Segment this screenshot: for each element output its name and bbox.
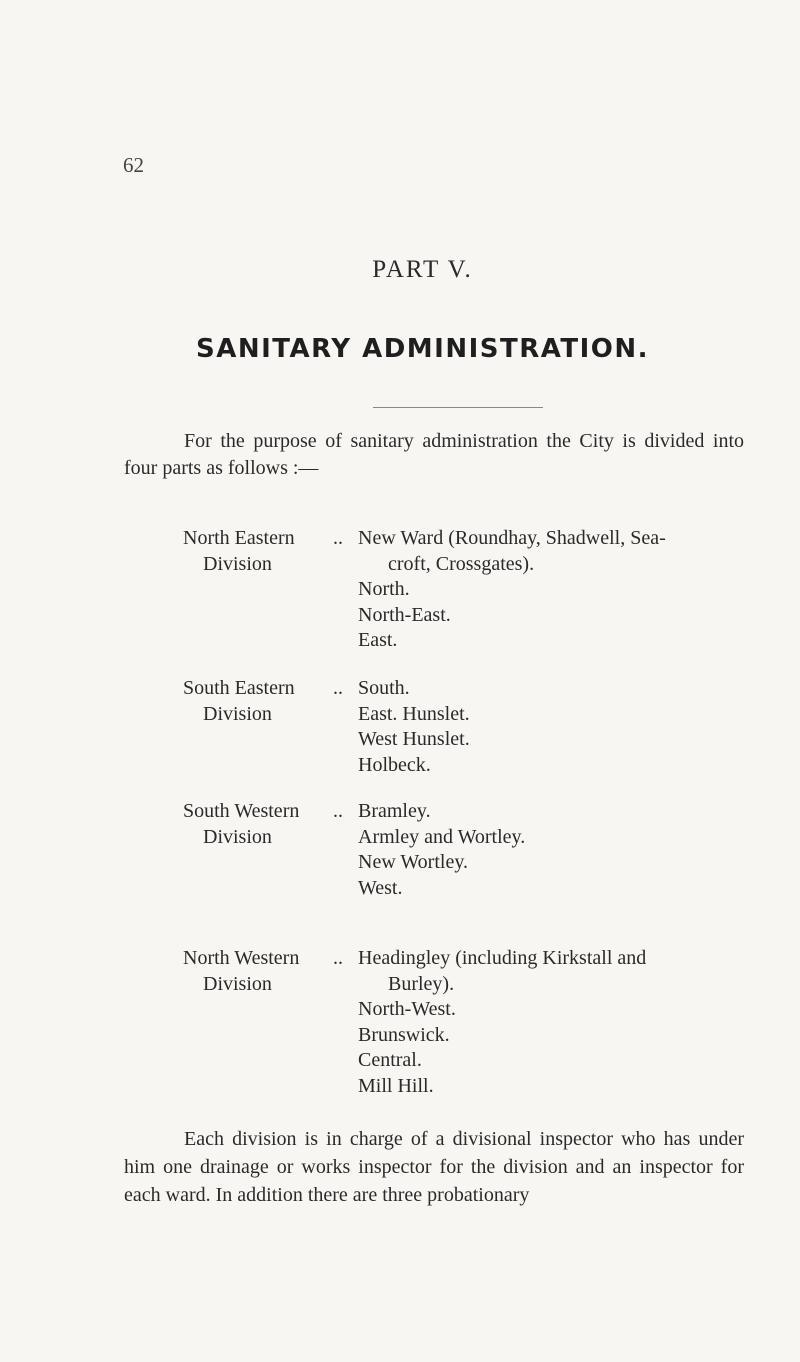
divider-rule (373, 407, 543, 408)
area-item: South. (358, 677, 410, 699)
area-item: New Wortley. (358, 851, 469, 873)
division-name: North Western (183, 947, 300, 969)
leader-dots: .. (333, 677, 343, 699)
area-item: East. (358, 629, 398, 651)
section-title: SANITARY ADMINISTRATION. (195, 334, 649, 364)
page-number: 62 (123, 153, 144, 177)
area-item: Brunswick. (358, 1023, 450, 1046)
area-item: West. (358, 876, 403, 899)
division-word: Division (203, 972, 272, 995)
area-item: Central. (358, 1049, 422, 1071)
area-item: North-East. (358, 603, 451, 626)
leader-dots: .. (333, 800, 343, 822)
division-word: Division (203, 552, 272, 575)
part-title: PART V. (372, 256, 473, 283)
area-item: croft, Crossgates). (388, 552, 535, 575)
division-areas (358, 799, 748, 901)
division-areas (358, 946, 748, 1099)
area-item: Mill Hill. (358, 1074, 434, 1097)
area-item: West Hunslet. (358, 728, 470, 750)
division-word: Division (203, 702, 272, 725)
division-name: North Eastern (183, 527, 295, 549)
area-item: Armley and Wortley. (358, 825, 526, 848)
area-item: Headingley (including Kirkstall and (358, 947, 647, 969)
closing-paragraph: Each division is in charge of a divisional inspector who has under him one drainage or works inspector for the division and an inspector for each ward. In addition there are three probationary (124, 1128, 744, 1206)
intro-paragraph: For the purpose of sanitary administration the City is divided into four parts as follows :— (124, 430, 744, 479)
area-item: North-West. (358, 998, 456, 1020)
division-label (183, 676, 353, 727)
leader-dots: .. (333, 527, 343, 549)
division-word: Division (203, 825, 272, 848)
area-item: Holbeck. (358, 753, 431, 776)
area-item: Bramley. (358, 800, 431, 822)
area-item: East. Hunslet. (358, 702, 470, 725)
leader-dots: .. (333, 947, 343, 969)
division-areas (358, 526, 748, 654)
division-label (183, 526, 353, 577)
division-name: South Western (183, 800, 300, 822)
division-label (183, 946, 353, 997)
division-areas (358, 676, 748, 778)
division-name: South Eastern (183, 677, 295, 699)
area-item: Burley). (388, 972, 455, 995)
division-label (183, 799, 353, 850)
area-item: New Ward (Roundhay, Shadwell, Sea- (358, 527, 666, 549)
area-item: North. (358, 578, 410, 600)
